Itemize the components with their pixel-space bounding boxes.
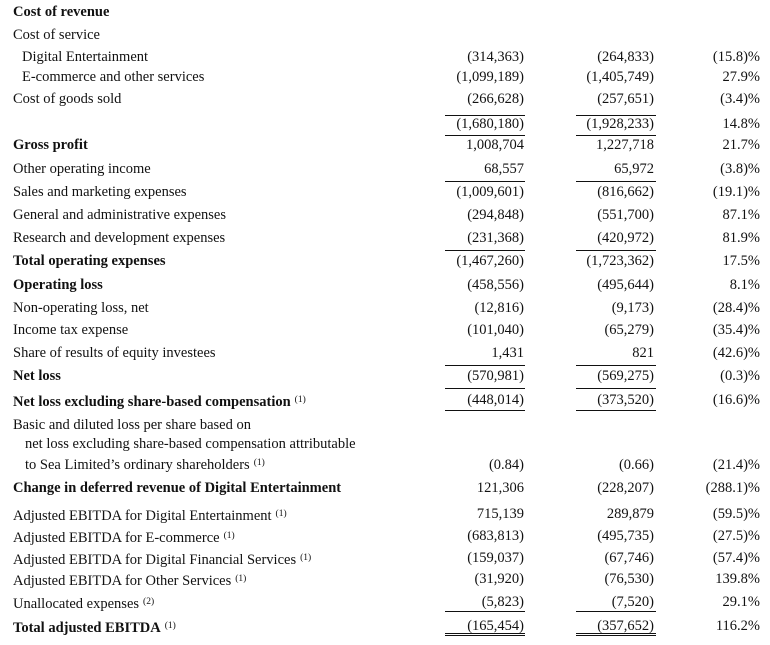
row-label-text: Total adjusted EBITDA <box>13 620 161 636</box>
rule-col2-opinc <box>576 181 656 182</box>
row-label <box>22 48 148 66</box>
eps-label <box>13 416 356 475</box>
rule-col1-gross <box>445 135 525 136</box>
footnote-marker: (1) <box>275 509 287 519</box>
value-col1: (1,099,189) <box>456 69 524 85</box>
value-col1: (570,981) <box>467 368 524 384</box>
rule-col1-opinc <box>445 181 525 182</box>
rule-col2-eps <box>576 410 656 411</box>
value-col1: (165,454) <box>467 618 524 634</box>
value-col2: 821 <box>632 345 654 361</box>
row-label-text: Adjusted EBITDA for Digital Financial Services <box>13 552 297 568</box>
table-row <box>0 3 770 25</box>
row-label-text: Total operating expenses <box>13 253 166 269</box>
value-col1: (231,368) <box>467 230 524 246</box>
row-label <box>13 344 216 362</box>
rule-col2-totalopex <box>576 250 656 251</box>
value-col2: 1,227,718 <box>596 137 654 153</box>
table-row <box>0 136 770 158</box>
row-label-text: Net loss excluding share-based compensation <box>13 394 291 410</box>
value-col2: 65,972 <box>614 161 654 177</box>
value-col1: 715,139 <box>476 506 524 522</box>
value-col1: (266,628) <box>467 91 524 107</box>
value-col2: (551,700) <box>597 207 654 223</box>
value-col1: (294,848) <box>467 207 524 223</box>
table-row <box>0 367 770 389</box>
value-col3: (3.8)% <box>720 161 760 177</box>
row-label-text: Adjusted EBITDA for Digital Entertainment <box>13 508 272 524</box>
value-col2: (76,530) <box>604 571 654 587</box>
row-label <box>22 68 204 86</box>
row-label-text: Change in deferred revenue of Digital Entertainment <box>13 480 342 496</box>
value-col1: (31,920) <box>474 571 524 587</box>
row-label-text: Other operating income <box>13 161 151 177</box>
row-label <box>13 90 121 108</box>
value-col3: (57.4)% <box>712 550 760 566</box>
eps-line-3: to Sea Limited’s ordinary shareholders <box>25 457 250 473</box>
eps-value-col2: (0.66) <box>618 457 654 473</box>
row-label <box>13 299 149 317</box>
value-col3: 8.1% <box>729 277 760 293</box>
footnote-marker: (1) <box>300 553 312 563</box>
rule-col2-subtotal <box>576 115 656 116</box>
row-label <box>13 479 341 497</box>
eps-line-1: Basic and diluted loss per share based on <box>13 417 251 433</box>
table-row <box>0 48 770 70</box>
rule-col1-totalopex <box>445 250 525 251</box>
row-label <box>13 321 128 339</box>
value-col1: (1,680,180) <box>456 116 524 132</box>
value-col2: 289,879 <box>606 506 654 522</box>
value-col3: 21.7% <box>722 137 760 153</box>
row-label <box>13 3 109 21</box>
value-col3: 116.2% <box>715 618 760 634</box>
value-col3: (27.5)% <box>712 528 760 544</box>
table-row <box>0 115 770 137</box>
row-label-text: Adjusted EBITDA for Other Services <box>13 573 232 589</box>
table-row <box>0 252 770 274</box>
row-label-text: Operating loss <box>13 277 103 293</box>
value-col3: 17.5% <box>722 253 760 269</box>
row-label <box>13 570 246 590</box>
value-col2: (65,279) <box>604 322 654 338</box>
value-col2: (357,652) <box>597 618 654 634</box>
row-label-text: Gross profit <box>13 137 88 153</box>
value-col3: (288.1)% <box>705 480 760 496</box>
value-col3: (3.4)% <box>720 91 760 107</box>
value-col3: 81.9% <box>722 230 760 246</box>
value-col3: (42.6)% <box>712 345 760 361</box>
value-col2: (9,173) <box>611 300 654 316</box>
table-row <box>0 527 770 549</box>
value-col1: 1,431 <box>491 345 524 361</box>
value-col1: (101,040) <box>467 322 524 338</box>
row-label-text: E-commerce and other services <box>22 69 205 85</box>
row-label <box>13 367 61 385</box>
value-col3: (16.6)% <box>712 392 760 408</box>
row-label <box>13 549 311 569</box>
value-col2: (420,972) <box>597 230 654 246</box>
footnote-marker: (1) <box>253 458 265 468</box>
row-label-text: Share of results of equity investees <box>13 345 216 361</box>
value-col3: (59.5)% <box>712 506 760 522</box>
row-label <box>13 505 287 525</box>
row-label-text: Net loss <box>13 368 61 384</box>
row-label-text: Cost of goods sold <box>13 91 122 107</box>
table-row <box>0 321 770 343</box>
value-col1: (683,813) <box>467 528 524 544</box>
table-row <box>0 229 770 251</box>
row-label <box>13 593 154 613</box>
value-col2: (1,723,362) <box>586 253 654 269</box>
value-col3: (19.1)% <box>712 184 760 200</box>
table-row <box>0 26 770 48</box>
value-col2: (257,651) <box>597 91 654 107</box>
row-label <box>13 26 100 44</box>
row-label <box>13 229 225 247</box>
value-col3: 14.8% <box>722 116 760 132</box>
footnote-marker: (1) <box>294 395 306 405</box>
row-label <box>13 276 103 294</box>
value-col2: (1,405,749) <box>586 69 654 85</box>
value-col1: (458,556) <box>467 277 524 293</box>
value-col1: (159,037) <box>467 550 524 566</box>
row-label <box>13 527 235 547</box>
row-label-text: General and administrative expenses <box>13 207 226 223</box>
value-col3: (28.4)% <box>712 300 760 316</box>
row-label-text: Unallocated expenses <box>13 596 140 612</box>
value-col3: 87.1% <box>722 207 760 223</box>
row-label <box>13 206 226 224</box>
value-col2: (373,520) <box>597 392 654 408</box>
value-col3: 29.1% <box>722 594 760 610</box>
rule-col2-netloss-ex <box>576 388 656 389</box>
value-col2: (228,207) <box>597 480 654 496</box>
row-label <box>13 391 306 411</box>
value-col1: 68,557 <box>484 161 524 177</box>
value-col1: 1,008,704 <box>466 137 524 153</box>
rule-col2-total-ebitda <box>576 611 656 612</box>
rule-col1-subtotal <box>445 115 525 116</box>
value-col2: (495,735) <box>597 528 654 544</box>
footnote-marker: (1) <box>164 621 176 631</box>
table-row <box>0 299 770 321</box>
table-row <box>0 90 770 112</box>
eps-line-2: net loss excluding share-based compensation attributable <box>25 436 356 452</box>
row-label-text: Non-operating loss, net <box>13 300 149 316</box>
table-row <box>0 160 770 182</box>
value-col2: (569,275) <box>597 368 654 384</box>
value-col1: 121,306 <box>476 480 524 496</box>
value-col1: (448,014) <box>467 392 524 408</box>
value-col1: (1,467,260) <box>456 253 524 269</box>
table-row <box>0 549 770 571</box>
table-row <box>0 570 770 592</box>
value-col3: 139.8% <box>715 571 760 587</box>
rule-col1-netloss <box>445 365 525 366</box>
row-label-text: Sales and marketing expenses <box>13 184 187 200</box>
double-rule-col1 <box>445 633 525 636</box>
value-col1: (12,816) <box>474 300 524 316</box>
row-label-text: Cost of service <box>13 27 100 43</box>
value-col2: (67,746) <box>604 550 654 566</box>
table-row <box>0 68 770 90</box>
footnote-marker: (2) <box>143 597 155 607</box>
rule-col1-eps <box>445 410 525 411</box>
value-col1: (1,009,601) <box>456 184 524 200</box>
rule-col2-gross <box>576 135 656 136</box>
row-label-text: Digital Entertainment <box>22 49 149 65</box>
table-row <box>0 479 770 501</box>
value-col2: (7,520) <box>611 594 654 610</box>
value-col2: (495,644) <box>597 277 654 293</box>
value-col3: (15.8)% <box>712 49 760 65</box>
table-row <box>0 276 770 298</box>
rule-col1-total-ebitda <box>445 611 525 612</box>
row-label <box>13 136 88 154</box>
value-col3: 27.9% <box>722 69 760 85</box>
value-col1: (314,363) <box>467 49 524 65</box>
rule-col2-netloss <box>576 365 656 366</box>
value-col2: (816,662) <box>597 184 654 200</box>
table-row <box>0 183 770 205</box>
row-label <box>13 617 176 637</box>
table-row <box>0 206 770 228</box>
footnote-marker: (1) <box>235 574 247 584</box>
table-row <box>0 344 770 366</box>
value-col3: (35.4)% <box>712 322 760 338</box>
rule-col1-netloss-ex <box>445 388 525 389</box>
row-label-text: Adjusted EBITDA for E-commerce <box>13 530 220 546</box>
row-label <box>13 183 187 201</box>
value-col2: (264,833) <box>597 49 654 65</box>
row-label <box>13 160 151 178</box>
value-col2: (1,928,233) <box>586 116 654 132</box>
value-col3: (0.3)% <box>720 368 760 384</box>
row-label-text: Cost of revenue <box>13 4 110 20</box>
value-col1: (5,823) <box>481 594 524 610</box>
table-row <box>0 505 770 527</box>
eps-value-col1: (0.84) <box>488 457 524 473</box>
double-rule-col2 <box>576 633 656 636</box>
eps-value-col3: (21.4)% <box>712 457 760 473</box>
row-label-text: Income tax expense <box>13 322 129 338</box>
row-label <box>13 252 166 270</box>
row-label-text: Research and development expenses <box>13 230 226 246</box>
footnote-marker: (1) <box>223 531 235 541</box>
